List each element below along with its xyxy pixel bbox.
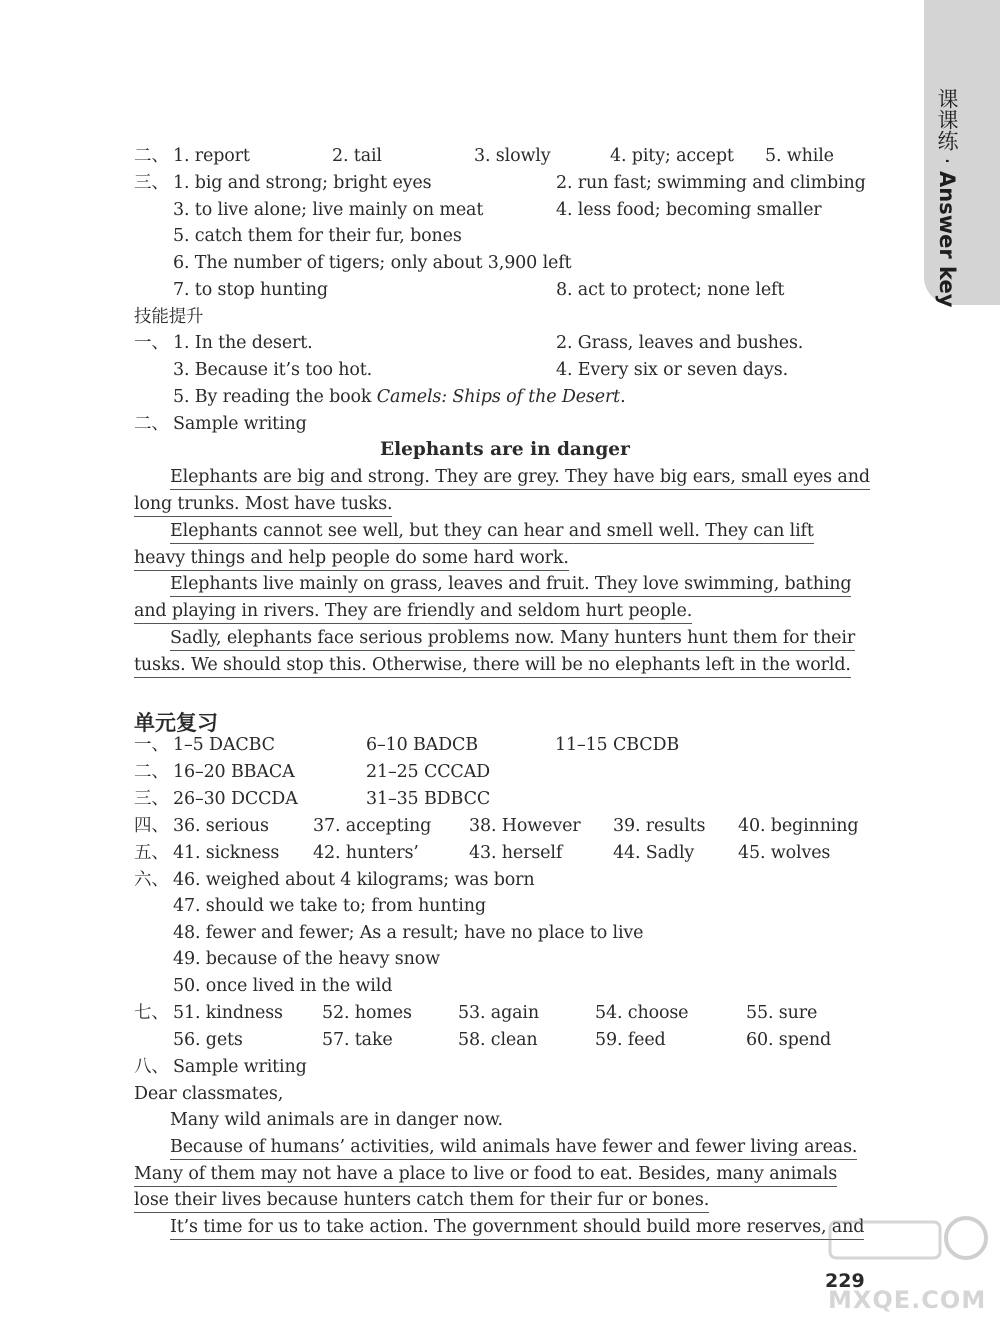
answer-item: 56. gets — [173, 1030, 243, 1050]
section-prefix: 七、 — [134, 1003, 169, 1023]
answer-item: 3. slowly — [474, 146, 551, 166]
letter-greeting: Dear classmates, — [134, 1084, 284, 1104]
letter-line: lose their lives because hunters catch them for their fur or bones. — [134, 1189, 709, 1213]
sample-writing-label: Sample writing — [173, 414, 307, 434]
answer-item: 11–15 CBCDB — [555, 735, 680, 755]
side-tab-label: 课课练 · Answer key — [935, 88, 959, 308]
essay-line: Elephants are big and strong. They are grey. They have big ears, small eyes and — [170, 466, 870, 490]
answer-item: 51. kindness — [173, 1003, 283, 1023]
section-prefix: 四、 — [134, 816, 169, 836]
watermark-text: MXQE.COM — [828, 1286, 987, 1314]
essay-line: long trunks. Most have tusks. — [134, 493, 392, 517]
answer-item: 58. clean — [458, 1030, 538, 1050]
answer-item: 39. results — [613, 816, 706, 836]
answer-item: 37. accepting — [313, 816, 432, 836]
answer-item: 44. Sadly — [613, 843, 695, 863]
answer-item: 7. to stop hunting — [173, 280, 328, 300]
answer-item: 46. weighed about 4 kilograms; was born — [173, 870, 535, 890]
answer-item: 59. feed — [595, 1030, 666, 1050]
answer-item: 2. tail — [332, 146, 382, 166]
section-prefix: 五、 — [134, 843, 169, 863]
answer-item: 4. less food; becoming smaller — [556, 200, 822, 220]
answer-item: 52. homes — [322, 1003, 412, 1023]
answer-item: 53. again — [458, 1003, 539, 1023]
answer-item: 3. Because it’s too hot. — [173, 360, 373, 380]
essay-line: Sadly, elephants face serious problems now. Many hunters hunt them for their — [170, 627, 855, 651]
book-title: Camels: Ships of the Desert — [376, 387, 621, 407]
answer-item: 2. Grass, leaves and bushes. — [556, 333, 804, 353]
answer-item: 47. should we take to; from hunting — [173, 896, 486, 916]
section-prefix: 三、 — [134, 789, 169, 809]
answer-item: 3. to live alone; live mainly on meat — [173, 200, 484, 220]
essay-line: tusks. We should stop this. Otherwise, there will be no elephants left in the world. — [134, 654, 851, 678]
answer-item: 60. spend — [746, 1030, 832, 1050]
section-prefix: 一、 — [134, 333, 169, 353]
answer-item: 54. choose — [595, 1003, 689, 1023]
answer-item: 1. report — [173, 146, 250, 166]
section-prefix: 六、 — [134, 870, 169, 890]
answer-item: 2. run fast; swimming and climbing — [556, 173, 866, 193]
section-prefix: 八、 — [134, 1057, 169, 1077]
answer-item: 21–25 CCCAD — [366, 762, 491, 782]
answer-item: 26–30 DCCDA — [173, 789, 298, 809]
letter-line: Many of them may not have a place to live or food to eat. Besides, many animals — [134, 1163, 837, 1187]
answer-item: 1. In the desert. — [173, 333, 313, 353]
page-number: 229 — [825, 1270, 865, 1292]
section-heading: 技能提升 — [134, 307, 204, 327]
answer-item: 5. while — [765, 146, 834, 166]
essay-title: Elephants are in danger — [380, 439, 630, 460]
answer-item: 6–10 BADCB — [366, 735, 478, 755]
answer-item: 48. fewer and fewer; As a result; have no place to live — [173, 923, 644, 943]
answer-item: 45. wolves — [738, 843, 831, 863]
essay-line: Elephants cannot see well, but they can hear and smell well. They can lift — [170, 520, 814, 544]
section-prefix: 二、 — [134, 414, 169, 434]
answer-item: 4. Every six or seven days. — [556, 360, 788, 380]
answer-item: 36. serious — [173, 816, 269, 836]
unit-review-heading: 单元复习 — [134, 711, 218, 735]
letter-line: Because of humans’ activities, wild animals have fewer and fewer living areas. — [170, 1136, 857, 1160]
answer-item: 42. hunters’ — [313, 843, 419, 863]
essay-line: and playing in rivers. They are friendly and seldom hurt people. — [134, 600, 692, 624]
answer-item: 6. The number of tigers; only about 3,900 left — [173, 253, 572, 273]
answer-item: 55. sure — [746, 1003, 818, 1023]
answer-item: 41. sickness — [173, 843, 280, 863]
essay-line: heavy things and help people do some hard work. — [134, 547, 569, 571]
answer-item: 43. herself — [469, 843, 563, 863]
answer-item: 16–20 BBACA — [173, 762, 295, 782]
answer-item: 1. big and strong; bright eyes — [173, 173, 432, 193]
letter-line: Many wild animals are in danger now. — [170, 1110, 503, 1130]
watermark-logo — [820, 1212, 992, 1316]
answer-item: 1–5 DACBC — [173, 735, 275, 755]
answer-item: 57. take — [322, 1030, 393, 1050]
section-prefix: 二、 — [134, 146, 169, 166]
section-prefix: 三、 — [134, 173, 169, 193]
section-prefix: 二、 — [134, 762, 169, 782]
answer-item: 4. pity; accept — [610, 146, 734, 166]
section-prefix: 一、 — [134, 735, 169, 755]
answer-item: 49. because of the heavy snow — [173, 949, 440, 969]
answer-item: 38. However — [469, 816, 581, 836]
essay-line: Elephants live mainly on grass, leaves and fruit. They love swimming, bathing — [170, 573, 851, 597]
letter-line: It’s time for us to take action. The government should build more reserves, and — [170, 1216, 864, 1240]
answer-item: 50. once lived in the wild — [173, 976, 393, 996]
answer-item: 5. catch them for their fur, bones — [173, 226, 462, 246]
sample-writing-label: Sample writing — [173, 1057, 307, 1077]
answer-item: 5. By reading the book Camels: Ships of the Desert. — [173, 387, 626, 407]
answer-item: 31–35 BDBCC — [366, 789, 491, 809]
answer-item: 40. beginning — [738, 816, 859, 836]
answer-item: 8. act to protect; none left — [556, 280, 785, 300]
